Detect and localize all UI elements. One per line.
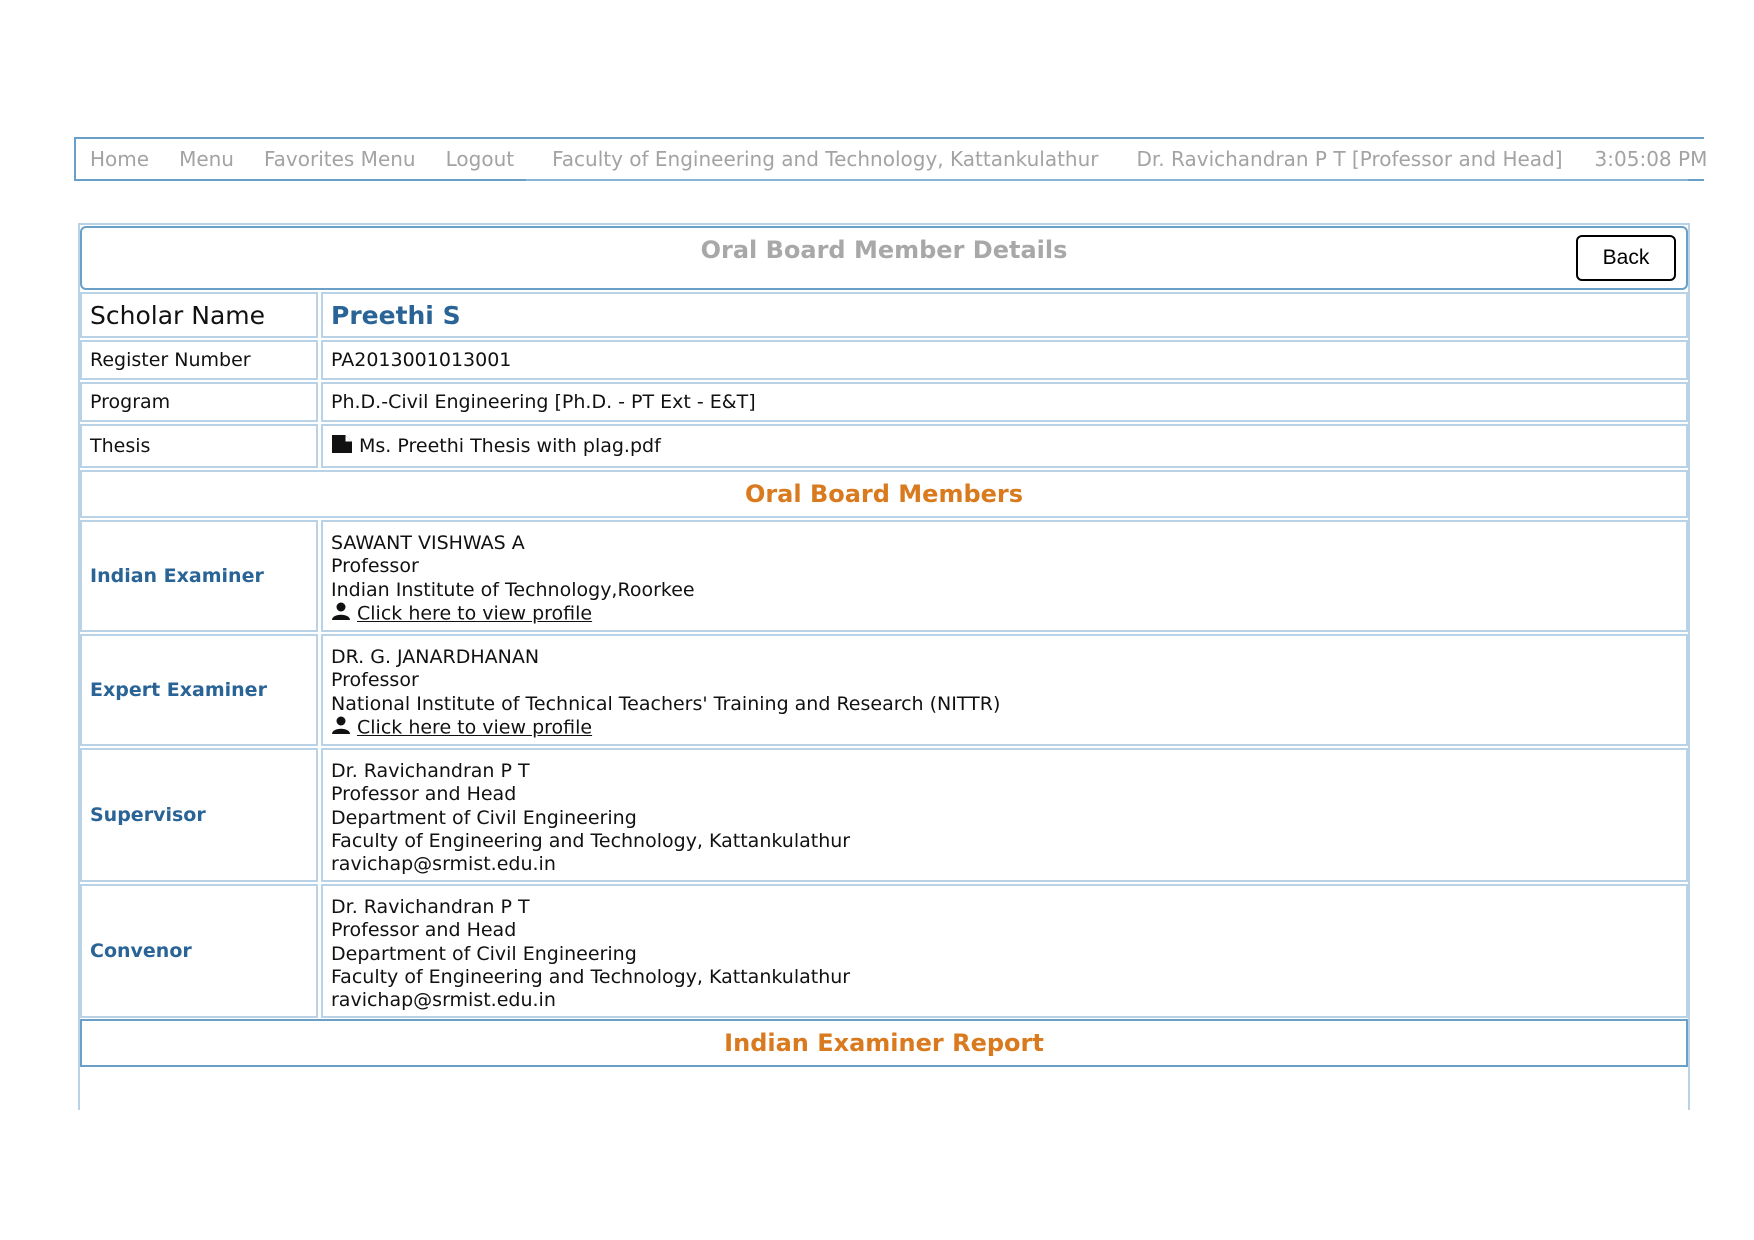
expert-examiner-profile-link[interactable]: Click here to view profile	[357, 716, 593, 739]
convenor-row	[80, 884, 1688, 1018]
expert-examiner-designation: Professor	[331, 669, 419, 692]
nav-logout-link[interactable]: Logout	[445, 147, 515, 171]
convenor-designation: Professor and Head	[331, 919, 517, 942]
expert-examiner-label: Expert Examiner	[80, 634, 318, 746]
nav-favorites-link[interactable]: Favorites Menu	[263, 147, 416, 171]
supervisor-department: Department of Civil Engineering	[331, 806, 637, 829]
scholar-name-row	[80, 292, 1688, 338]
nav-menu-link[interactable]: Menu	[179, 147, 234, 171]
nav-home-link[interactable]: Home	[90, 147, 150, 171]
user-icon	[331, 716, 351, 740]
convenor-details	[321, 884, 1688, 1018]
details-header	[80, 226, 1688, 290]
indian-examiner-details	[321, 520, 1688, 632]
supervisor-row	[80, 748, 1688, 882]
supervisor-name: Dr. Ravichandran P T	[331, 760, 530, 782]
nav-divider	[526, 179, 1096, 181]
nav-user-name: Dr. Ravichandran P T [Professor and Head]	[1136, 147, 1563, 171]
convenor-department: Department of Civil Engineering	[331, 942, 637, 965]
supervisor-email: ravichap@srmist.edu.in	[331, 853, 556, 876]
program-label: Program	[80, 382, 318, 422]
convenor-label: Convenor	[80, 884, 318, 1018]
register-number-value: PA2013001013001	[321, 340, 1688, 380]
supervisor-details	[321, 748, 1688, 882]
scholar-name-label: Scholar Name	[80, 292, 318, 338]
supervisor-designation: Professor and Head	[331, 783, 517, 806]
indian-examiner-report-header: Indian Examiner Report	[80, 1019, 1688, 1067]
page-title: Oral Board Member Details	[700, 236, 1068, 264]
expert-examiner-details	[321, 634, 1688, 746]
panel-top-border	[78, 223, 1690, 225]
nav-faculty-name: Faculty of Engineering and Technology, Kattankulathur	[552, 147, 1099, 171]
thesis-row	[80, 424, 1688, 468]
indian-examiner-row	[80, 520, 1688, 632]
nav-clock: 3:05:08 PM	[1594, 147, 1708, 171]
indian-examiner-designation: Professor	[331, 555, 419, 578]
register-number-row	[80, 340, 1688, 380]
thesis-label: Thesis	[80, 424, 318, 468]
indian-examiner-label: Indian Examiner	[80, 520, 318, 632]
expert-examiner-name: DR. G. JANARDHANAN	[331, 646, 540, 668]
file-icon	[331, 434, 353, 459]
nav-divider	[1092, 179, 1688, 181]
oral-board-section-header: Oral Board Members	[80, 470, 1688, 518]
supervisor-faculty: Faculty of Engineering and Technology, Kattankulathur	[331, 829, 851, 852]
indian-examiner-profile[interactable]	[331, 602, 1686, 626]
expert-examiner-institution: National Institute of Technical Teachers' Training and Research (NITTR)	[331, 692, 1001, 715]
convenor-email: ravichap@srmist.edu.in	[331, 989, 556, 1012]
supervisor-label: Supervisor	[80, 748, 318, 882]
convenor-faculty: Faculty of Engineering and Technology, Kattankulathur	[331, 965, 851, 988]
indian-examiner-profile-link[interactable]: Click here to view profile	[357, 602, 593, 625]
thesis-file-link[interactable]: Ms. Preethi Thesis with plag.pdf	[359, 435, 661, 457]
convenor-name: Dr. Ravichandran P T	[331, 896, 530, 918]
expert-examiner-profile[interactable]	[331, 716, 1686, 740]
indian-examiner-name: SAWANT VISHWAS A	[331, 532, 525, 554]
indian-examiner-institution: Indian Institute of Technology,Roorkee	[331, 578, 695, 601]
scholar-name-value: Preethi S	[321, 292, 1688, 338]
register-number-label: Register Number	[80, 340, 318, 380]
user-icon	[331, 602, 351, 626]
expert-examiner-row	[80, 634, 1688, 746]
top-nav-bar	[74, 137, 1708, 181]
program-row	[80, 382, 1688, 422]
thesis-cell	[321, 424, 1688, 468]
program-value: Ph.D.-Civil Engineering [Ph.D. - PT Ext - E&T]	[321, 382, 1688, 422]
back-button[interactable]: Back	[1576, 235, 1676, 281]
